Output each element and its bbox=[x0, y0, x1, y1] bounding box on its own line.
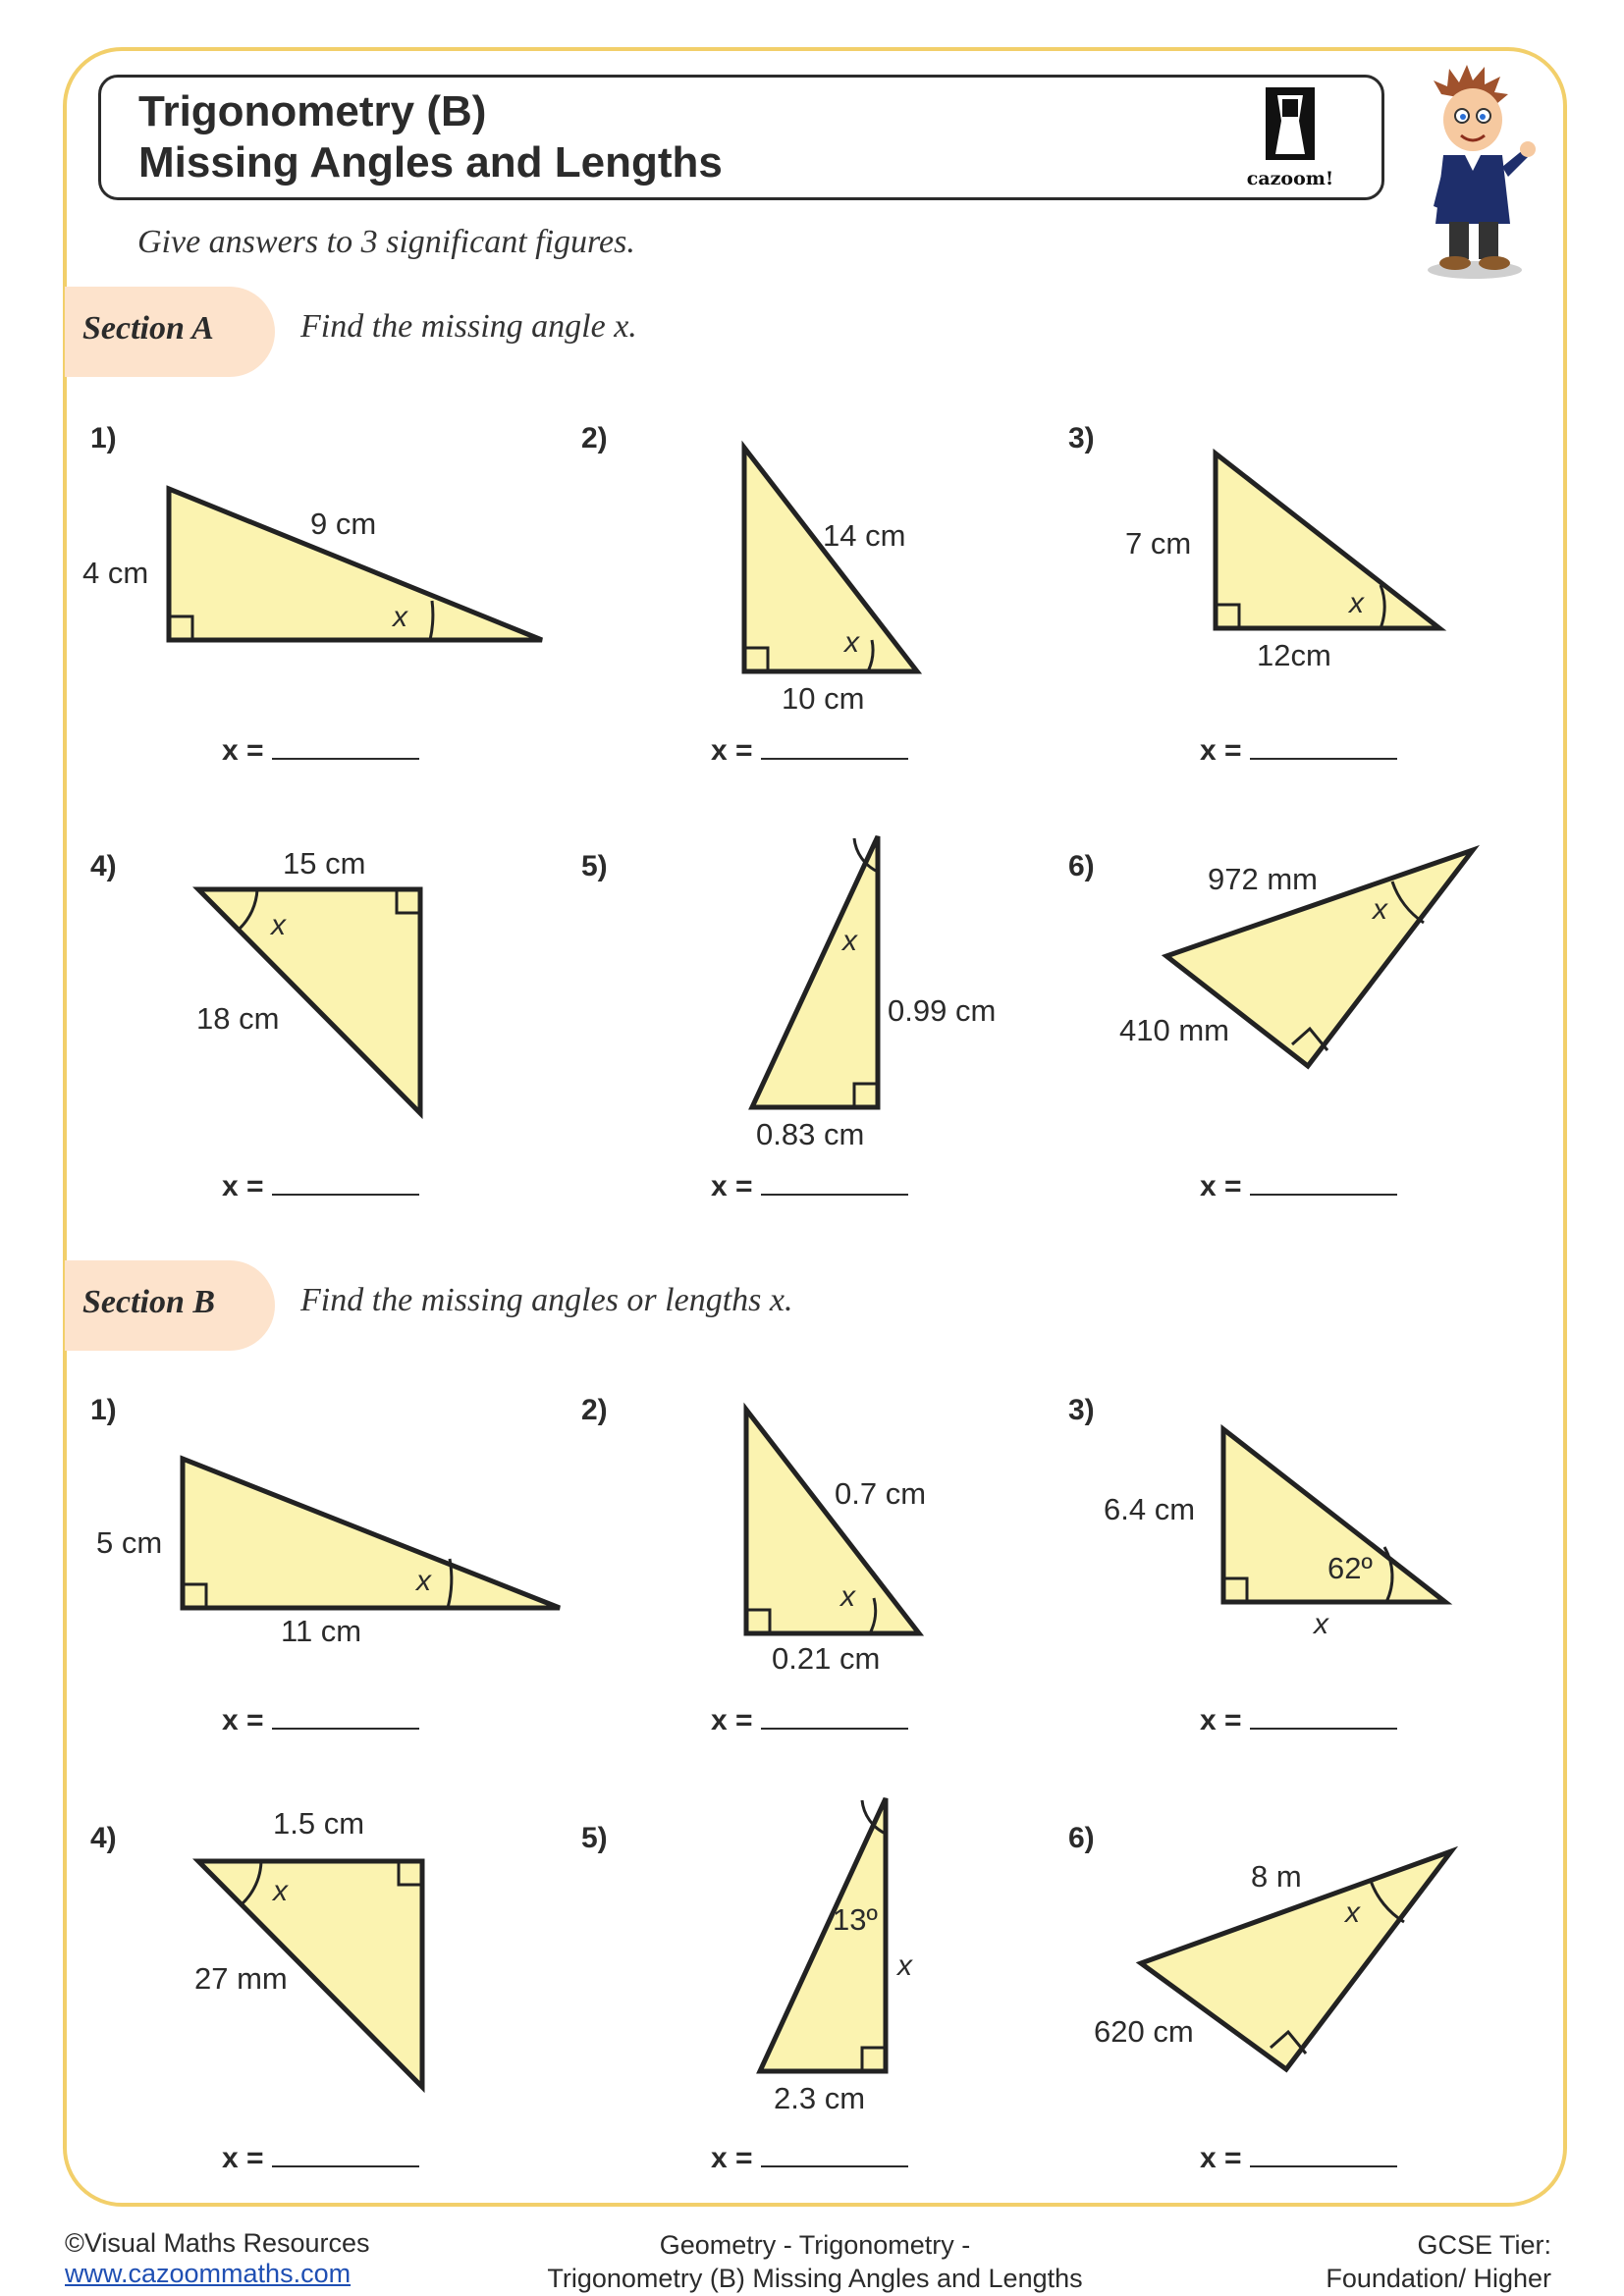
answer-label: x = bbox=[222, 1170, 264, 1202]
side-label: 8 m bbox=[1251, 1859, 1302, 1894]
question-number: 5) bbox=[581, 1822, 608, 1854]
angle-variable: x bbox=[393, 601, 407, 633]
side-label: 15 cm bbox=[283, 846, 366, 881]
side-label: 7 cm bbox=[1125, 526, 1192, 561]
side-label: 1.5 cm bbox=[273, 1806, 365, 1841]
website-link[interactable]: www.cazoommaths.com bbox=[65, 2259, 352, 2288]
angle-variable: x bbox=[842, 925, 857, 957]
topic-line-1: Geometry - Trigonometry - bbox=[659, 2230, 971, 2260]
question-number: 3) bbox=[1068, 422, 1095, 454]
side-label: 27 mm bbox=[194, 1961, 288, 1996]
answer-label: x = bbox=[711, 734, 753, 767]
answer-label: x = bbox=[1200, 1170, 1242, 1202]
side-label: 18 cm bbox=[196, 1001, 280, 1036]
question-number: 3) bbox=[1068, 1394, 1095, 1426]
triangle-a5 bbox=[752, 836, 878, 1107]
angle-variable: x bbox=[1345, 1896, 1360, 1929]
question-number: 1) bbox=[90, 422, 117, 454]
question-number: 4) bbox=[90, 1822, 117, 1854]
section-a-instruction: Find the missing angle x. bbox=[300, 308, 637, 345]
footer-left bbox=[65, 2228, 370, 2289]
section-a-label: Section A bbox=[82, 310, 214, 347]
angle-variable: x bbox=[840, 1580, 855, 1613]
angle-variable: x bbox=[1373, 893, 1387, 926]
answer-label: x = bbox=[222, 734, 264, 767]
question-number: 6) bbox=[1068, 850, 1095, 882]
section-b-instruction: Find the missing angles or lengths x. bbox=[300, 1282, 793, 1318]
question-number: 4) bbox=[90, 850, 117, 882]
triangle-a3 bbox=[1216, 454, 1439, 628]
worksheet-title: Trigonometry (B) bbox=[138, 87, 487, 135]
side-label: 14 cm bbox=[823, 518, 906, 553]
triangle-b2 bbox=[746, 1410, 919, 1633]
side-label: 972 mm bbox=[1208, 862, 1318, 896]
side-label: 5 cm bbox=[96, 1525, 163, 1560]
logo-text: cazoom! bbox=[1246, 168, 1334, 189]
question-number: 5) bbox=[581, 850, 608, 882]
footer-tier bbox=[1326, 2228, 1551, 2295]
angle-variable: x bbox=[844, 626, 859, 659]
answer-label: x = bbox=[1200, 2142, 1242, 2174]
tier-line-2: Foundation/ Higher bbox=[1326, 2264, 1551, 2293]
angle-variable: x bbox=[416, 1565, 431, 1597]
angle-variable: x bbox=[271, 909, 286, 941]
side-label: 11 cm bbox=[281, 1614, 362, 1648]
answer-label: x = bbox=[222, 2142, 264, 2174]
section-b-label: Section B bbox=[82, 1284, 216, 1320]
side-variable: x bbox=[1314, 1608, 1328, 1640]
side-label: 10 cm bbox=[782, 681, 865, 716]
side-label: 0.7 cm bbox=[835, 1476, 927, 1511]
answer-label: x = bbox=[711, 1170, 753, 1202]
side-label: 0.83 cm bbox=[756, 1117, 865, 1151]
answer-label: x = bbox=[711, 2142, 753, 2174]
side-variable: x bbox=[897, 1949, 912, 1982]
side-label: 410 mm bbox=[1119, 1013, 1229, 1047]
triangle-b1 bbox=[183, 1459, 560, 1608]
side-label: 6.4 cm bbox=[1104, 1492, 1196, 1526]
angle-variable: x bbox=[273, 1875, 288, 1907]
tier-line-1: GCSE Tier: bbox=[1417, 2230, 1551, 2260]
angle-variable: x bbox=[1349, 587, 1364, 619]
copyright-text: ©Visual Maths Resources bbox=[65, 2228, 370, 2258]
triangle-a2 bbox=[744, 448, 917, 671]
side-label: 12cm bbox=[1257, 638, 1331, 672]
answer-label: x = bbox=[1200, 1704, 1242, 1736]
answer-label: x = bbox=[222, 1704, 264, 1736]
question-number: 1) bbox=[90, 1394, 117, 1426]
angle-label: 13º bbox=[833, 1902, 878, 1937]
side-label: 0.99 cm bbox=[888, 993, 997, 1028]
question-number: 2) bbox=[581, 422, 608, 454]
answer-label: x = bbox=[711, 1704, 753, 1736]
question-number: 2) bbox=[581, 1394, 608, 1426]
instruction-text: Give answers to 3 significant figures. bbox=[137, 224, 635, 260]
side-label: 0.21 cm bbox=[772, 1641, 881, 1676]
side-label: 9 cm bbox=[310, 507, 377, 541]
angle-label: 62º bbox=[1327, 1551, 1373, 1585]
side-label: 620 cm bbox=[1094, 2014, 1194, 2049]
question-number: 6) bbox=[1068, 1822, 1095, 1854]
worksheet-subtitle: Missing Angles and Lengths bbox=[138, 138, 723, 187]
topic-line-2: Trigonometry (B) Missing Angles and Lengths bbox=[547, 2264, 1083, 2293]
side-label: 2.3 cm bbox=[774, 2081, 866, 2115]
footer-topic bbox=[471, 2228, 1159, 2295]
side-label: 4 cm bbox=[82, 556, 149, 590]
answer-label: x = bbox=[1200, 734, 1242, 767]
